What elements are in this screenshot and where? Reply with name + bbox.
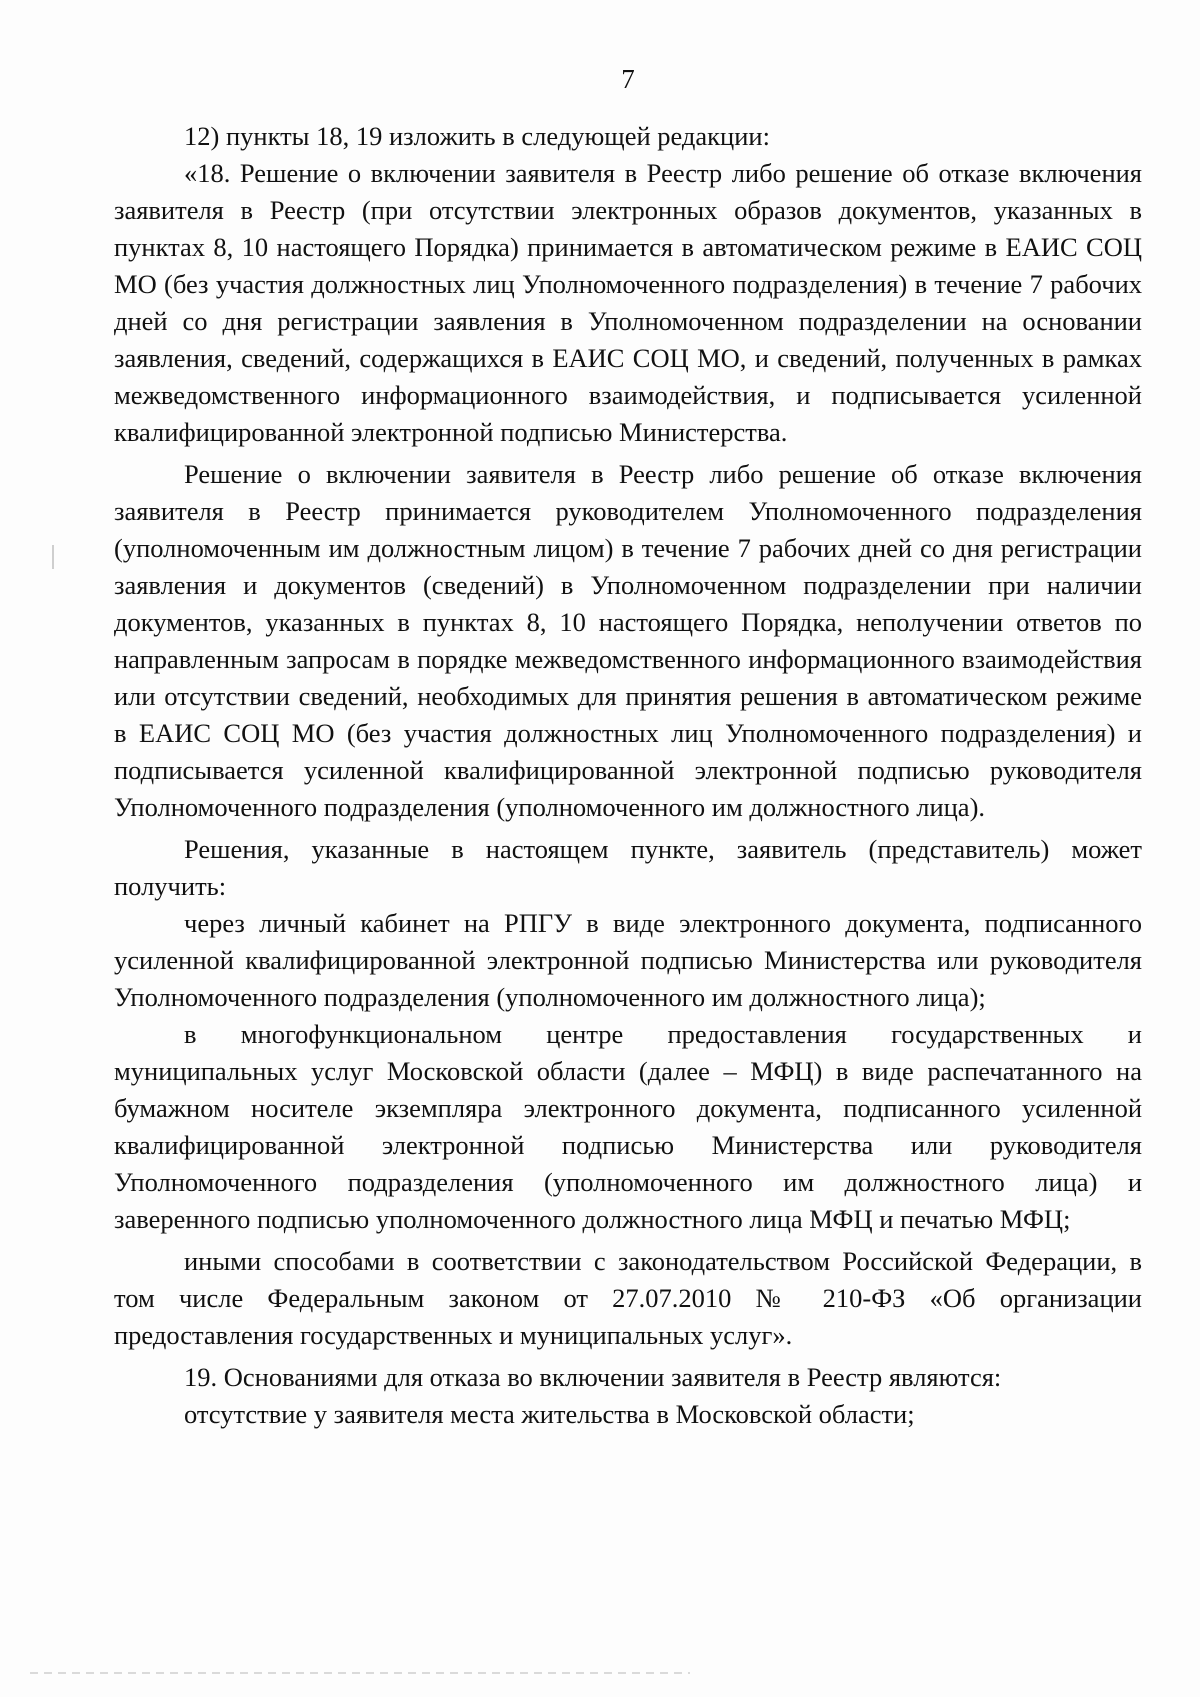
paragraph-19-grounds: 19. Основаниями для отказа во включении заявителя в Реестр являются: (184, 1362, 1002, 1392)
paragraph-receipt-rpgu: через личный кабинет на РПГУ в виде электронного документа, подписанного усиленной квалифицированной электронной подписью Министерства или руководителя Уполномоченного подразделения (уполномоченного им должностного лица); (114, 908, 1142, 1012)
scan-artifact (52, 545, 54, 569)
scan-footer-artifact (30, 1672, 690, 1674)
paragraph-amendment-intro: 12) пункты 18, 19 изложить в следующей редакции: (184, 121, 770, 151)
paragraph-18-receipt-methods: Решения, указанные в настоящем пункте, заявитель (представитель) может получить: (114, 834, 1142, 901)
paragraph-18-automatic-decision: «18. Решение о включении заявителя в Реестр либо решение об отказе включения заявителя в Реестр (при отсутствии электронных образов документов, указанных в пунктах 8, 10 настоящего Порядка) принимается в автоматическом режиме в ЕАИС СОЦ МО (без участия должностных лиц Уполномоченного подразделения) в течение 7 рабочих дней со дня регистрации заявления в Уполномоченном подразделении на основании заявления, сведений, содержащихся в ЕАИС СОЦ МО, и сведений, полученных в рамках межведомственного информационного взаимодействия, и подписывается усиленной квалифицированной электронной подписью Министерства. (114, 158, 1142, 447)
paragraph-19-no-residence: отсутствие у заявителя места жительства в Московской области; (184, 1399, 915, 1429)
paragraph-receipt-other: иными способами в соответствии с законодательством Российской Федерации, в том числе Федеральным законом от 27.07.2010 № 210-ФЗ «Об организации предоставления государственных и муниципальных услуг». (114, 1246, 1142, 1350)
paragraph-18-manual-decision: Решение о включении заявителя в Реестр либо решение об отказе включения заявителя в Реестр принимается руководителем Уполномоченного подразделения (уполномоченным им должностным лицом) в течение 7 рабочих дней со дня регистрации заявления и документов (сведений) в Уполномоченном подразделении при наличии документов, указанных в пунктах 8, 10 настоящего Порядка, неполучении ответов по направленным запросам в порядке межведомственного информационного взаимодействия или отсутствии сведений, необходимых для принятия решения в автоматическом режиме в ЕАИС СОЦ МО (без участия должностных лиц Уполномоченного подразделения) и подписывается усиленной квалифицированной электронной подписью руководителя Уполномоченного подразделения (уполномоченного им должностного лица). (114, 459, 1142, 822)
paragraph-receipt-mfc: в многофункциональном центре предоставления государственных и муниципальных услуг Московской области (далее – МФЦ) в виде распечатанного на бумажном носителе экземпляра электронного документа, подписанного усиленной квалифицированной электронной подписью Министерства или руководителя Уполномоченного подразделения (уполномоченного им должностного лица) и заверенного подписью уполномоченного должностного лица МФЦ и печатью МФЦ; (114, 1019, 1142, 1234)
page-number: 7 (621, 64, 635, 94)
document-body (114, 118, 1142, 1433)
